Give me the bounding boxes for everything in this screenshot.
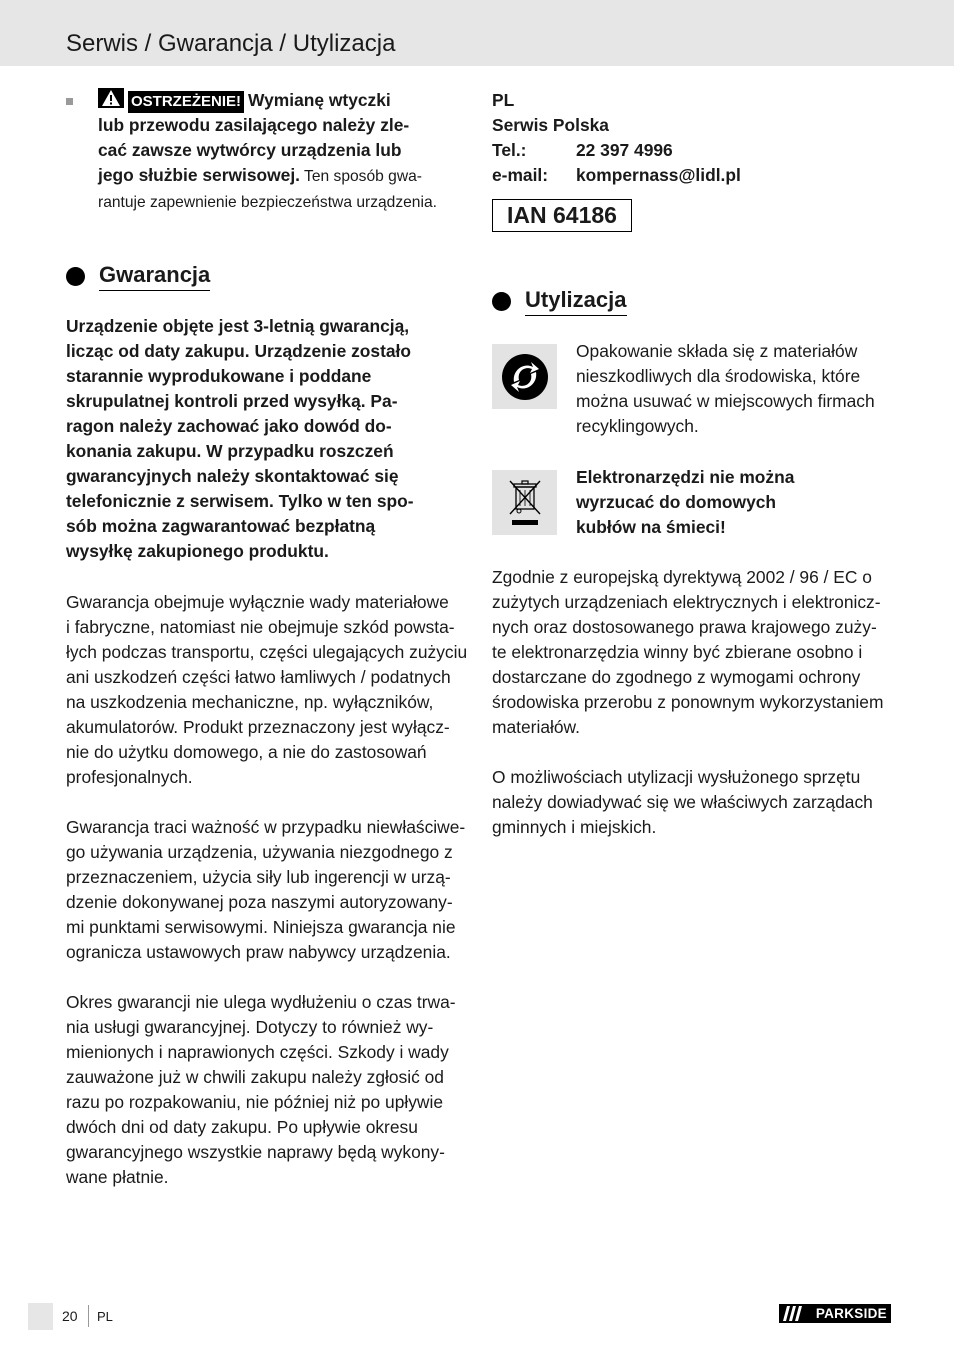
warning-text — [98, 88, 466, 215]
directive-paragraph — [492, 565, 902, 740]
email-value: kompernass@lidl.pl — [576, 165, 741, 185]
ian-box: IAN 64186 — [492, 199, 632, 232]
warning-last: rantuje zapewnienie bezpieczeństwa urządzenia. — [98, 194, 437, 211]
section-bullet-icon — [492, 292, 511, 311]
utylizacja-heading — [492, 287, 627, 316]
paragraph-text: Gwarancja obejmuje wyłącznie wady materiałowe i fabryczne, natomiast nie obejmuje szkód powsta- łych podczas transportu, części ulegających zużyciu ani uszkodzeń części łatwo łamliwych / podatnych na uszkodzenia mechaniczne, np. wyłączników, akumulatorów. Produkt przeznaczony jest wyłącz- nie do użytku domowego, a nie do zastosowań profesjonalnych. — [66, 592, 468, 787]
paragraph-text: Okres gwarancji nie ulega wydłużeniu o czas trwa- nia usługi gwarancyjnej. Dotyczy to również wy- mienionych i naprawionych części. Szkody i wady zauważone już w chwili zakupu należy zgłosić od razu po rozpakowaniu, nie później niż po upływie dwóch dni od daty zakupu. Po upływie okresu gwarancyjnego wszystkie naprawy będą wykony- wane płatnie. — [66, 992, 456, 1187]
warning-tail: Ten sposób gwa- — [300, 168, 422, 185]
packaging-text — [576, 339, 896, 439]
service-contact — [492, 88, 741, 188]
page-title: Serwis / Gwarancja / Utylizacja — [66, 30, 396, 57]
paragraph-text: O możliwościach utylizacji wysłużonego sprzętu należy dowiadywać się we właściwych zarządach gminnych i miejskich. — [492, 767, 873, 837]
brand-logo — [779, 1304, 891, 1323]
tel-label: Tel.: — [492, 140, 527, 160]
gwarancja-title: Gwarancja — [99, 262, 210, 291]
brand-name: PARKSIDE — [815, 1306, 887, 1321]
bullet-square-icon — [66, 98, 73, 105]
paragraph-text: Gwarancja traci ważność w przypadku niewłaściwe- go używania urządzenia, używania niezgodnego z przeznaczeniem, użycia siły lub ingerencji w urzą- dzenie dokonywanej poza naszymi autoryzowany- mi punktami serwisowymi. Niniejsza gwarancja nie ogranicza ustawowych praw nabywcy urządzenia. — [66, 817, 466, 962]
section-bullet-icon — [66, 267, 85, 286]
contact-email-row — [492, 163, 741, 188]
brand-stripes-icon — [783, 1306, 803, 1321]
contact-tel-row — [492, 138, 741, 163]
paragraph-text: Opakowanie składa się z materiałów nieszkodliwych dla środowiska, które można usuwać w miejscowych firmach recyklingowych. — [576, 341, 875, 436]
warning-line-1: Wymianę wtyczki — [248, 90, 391, 110]
warning-block — [66, 88, 466, 215]
footer-language: PL — [97, 1309, 113, 1324]
utylizacja-title: Utylizacja — [525, 287, 627, 316]
crossed-bin-icon — [503, 476, 547, 530]
paragraph-text: Elektronarzędzi nie można wyrzucać do domowych kubłów na śmieci! — [576, 467, 795, 537]
recycling-icon-box — [492, 344, 557, 409]
gwarancja-heading — [66, 262, 210, 291]
weee-icon-box — [492, 470, 557, 535]
footer-divider — [88, 1305, 89, 1327]
email-label: e-mail: — [492, 165, 549, 185]
footer-marker — [28, 1303, 53, 1330]
disposal-info-paragraph — [492, 765, 902, 840]
paragraph-text: Zgodnie z europejską dyrektywą 2002 / 96 / EC o zużytych urządzeniach elektrycznych i elektronicz- nych oraz dostosowanego prawa krajowego zuży- te elektronarzędzia winny być zbierane osobno i dostarczane do zgodnego z wymogami ochrony środowiska przerobu z ponownym wykorzystaniem materiałów. — [492, 567, 884, 737]
gwarancja-bold-paragraph — [66, 314, 466, 564]
gwarancja-bold-text: Urządzenie objęte jest 3-letnią gwarancją, licząc od daty zakupu. Urządzenie zostało starannie wyprodukowane i poddane skrupulatnej kontroli przed wysyłką. Pa- ragon należy zachować jako dowód do- konania zakupu. W przypadku roszczeń gwarancyjnych należy skontaktować się telefonicznie z serwisem. Tylko w ten spo- sób można zagwarantować bezpłatną wysyłkę zakupionego produktu. — [66, 316, 414, 561]
warning-line-4: jego służbie serwisowej. — [98, 165, 300, 185]
gwarancja-paragraph-2 — [66, 590, 471, 790]
warning-line-2: lub przewodu zasilającego należy zle- — [98, 115, 410, 135]
warning-label: OSTRZEŻENIE! — [128, 91, 244, 113]
warning-triangle-icon — [98, 88, 124, 108]
contact-service: Serwis Polska — [492, 115, 609, 135]
page-number: 20 — [62, 1308, 78, 1324]
contact-country: PL — [492, 90, 515, 110]
bin-warning-text — [576, 465, 896, 540]
warning-line-3: cać zawsze wytwórcy urządzenia lub — [98, 140, 402, 160]
page-header — [0, 0, 954, 66]
gwarancja-paragraph-3 — [66, 815, 471, 965]
gwarancja-paragraph-4 — [66, 990, 471, 1190]
tel-value: 22 397 4996 — [576, 140, 673, 160]
green-dot-recycling-icon — [500, 352, 550, 402]
